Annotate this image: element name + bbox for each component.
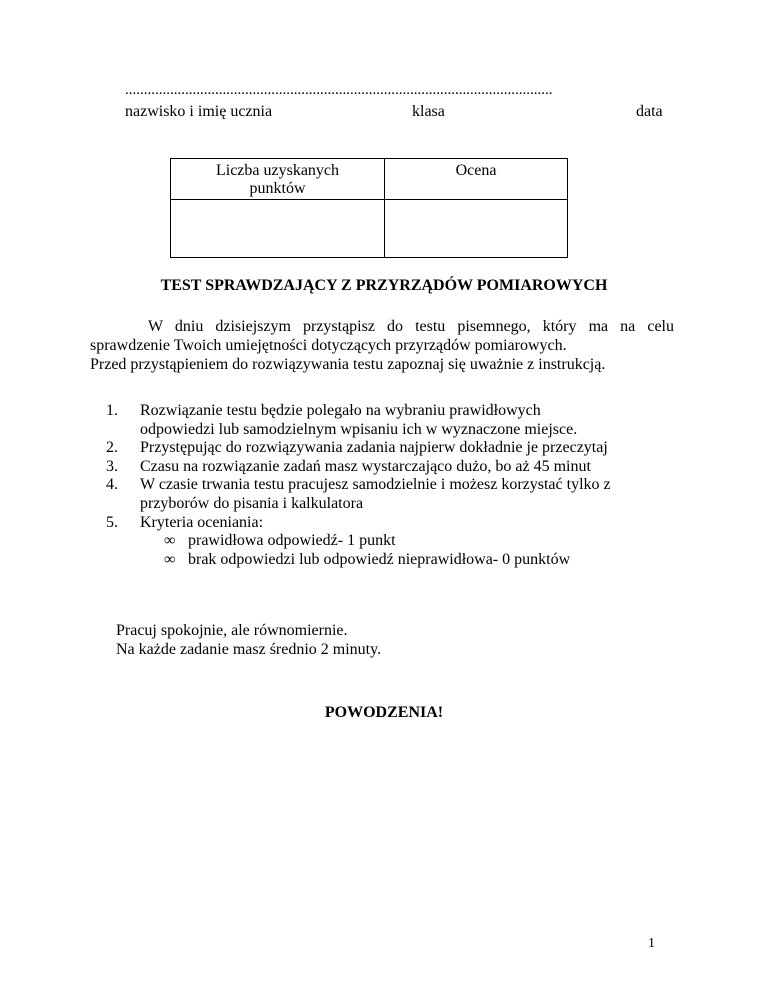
points-header-line1: Liczba uzyskanych — [215, 162, 340, 179]
instruction-number: 3. — [106, 457, 118, 475]
closing-line-1: Pracuj spokojnie, ale równomiernie. — [116, 622, 348, 639]
instruction-number: 2. — [106, 439, 118, 457]
instruction-text: W czasie trwania testu pracujesz samodzielnie i możesz korzystać tylko z — [140, 476, 611, 494]
instruction-number: 5. — [106, 513, 118, 531]
infinity-bullet-icon: ∞ — [164, 532, 176, 550]
instruction-item — [106, 514, 686, 570]
criteria-list — [140, 532, 686, 569]
instruction-text: Rozwiązanie testu będzie polegało na wybraniu prawidłowych — [140, 402, 541, 419]
instruction-number: 4. — [106, 476, 118, 494]
score-table-value-row — [171, 200, 568, 258]
intro-line-3: Przed przystąpieniem do rozwiązywania testu zapoznaj się uważnie z instrukcją. — [90, 356, 606, 373]
class-label: klasa — [412, 103, 445, 120]
instruction-text: Kryteria oceniania: — [140, 513, 264, 531]
closing-note — [116, 621, 381, 659]
instruction-text: Czasu na rozwiązanie zadań masz wystarczająco dużo, bo aż 45 minut — [140, 457, 591, 475]
intro-line-2: sprawdzenie Twoich umiejętności dotyczących przyrządów pomiarowych. — [90, 337, 567, 354]
page-number: 1 — [648, 936, 655, 951]
signature-dotted-line: .................................................................................................................. — [125, 82, 553, 98]
instruction-item — [106, 458, 686, 477]
good-luck-heading: POWODZENIA! — [324, 704, 444, 721]
criteria-item — [164, 551, 686, 570]
instruction-item — [106, 439, 686, 458]
instruction-item — [106, 402, 686, 439]
closing-line-2: Na każde zadanie masz średnio 2 minuty. — [116, 641, 382, 658]
instructions-list — [106, 402, 686, 569]
score-table-header-row — [171, 159, 568, 200]
points-value-cell — [171, 200, 385, 258]
grade-header-cell: Ocena — [385, 159, 568, 200]
points-header-cell — [171, 159, 385, 200]
score-table — [170, 158, 568, 258]
criteria-item — [164, 532, 686, 551]
instruction-text-cont: odpowiedzi lub samodzielnym wpisaniu ich w wyznaczone miejsce. — [140, 420, 578, 438]
intro-paragraph — [90, 317, 674, 374]
instruction-text: Przystępując do rozwiązywania zadania najpierw dokładnie je przeczytaj — [140, 439, 608, 457]
grade-value-cell — [385, 200, 568, 258]
criteria-text: brak odpowiedzi lub odpowiedź nieprawidłowa- 0 punktów — [188, 550, 571, 568]
points-header-line2: punktów — [249, 180, 306, 197]
intro-line-1: W dniu dzisiejszym przystąpisz do testu pisemnego, który ma na celu — [148, 318, 674, 335]
test-title: TEST SPRAWDZAJĄCY Z PRZYRZĄDÓW POMIAROWYCH — [160, 277, 608, 294]
date-label: data — [636, 103, 663, 120]
student-name-label: nazwisko i imię ucznia — [125, 103, 273, 120]
instruction-number: 1. — [106, 402, 118, 419]
instruction-text-cont: przyborów do pisania i kalkulatora — [140, 494, 364, 512]
infinity-bullet-icon: ∞ — [164, 550, 176, 568]
criteria-text: prawidłowa odpowiedź- 1 punkt — [188, 532, 396, 550]
instruction-item — [106, 476, 686, 513]
